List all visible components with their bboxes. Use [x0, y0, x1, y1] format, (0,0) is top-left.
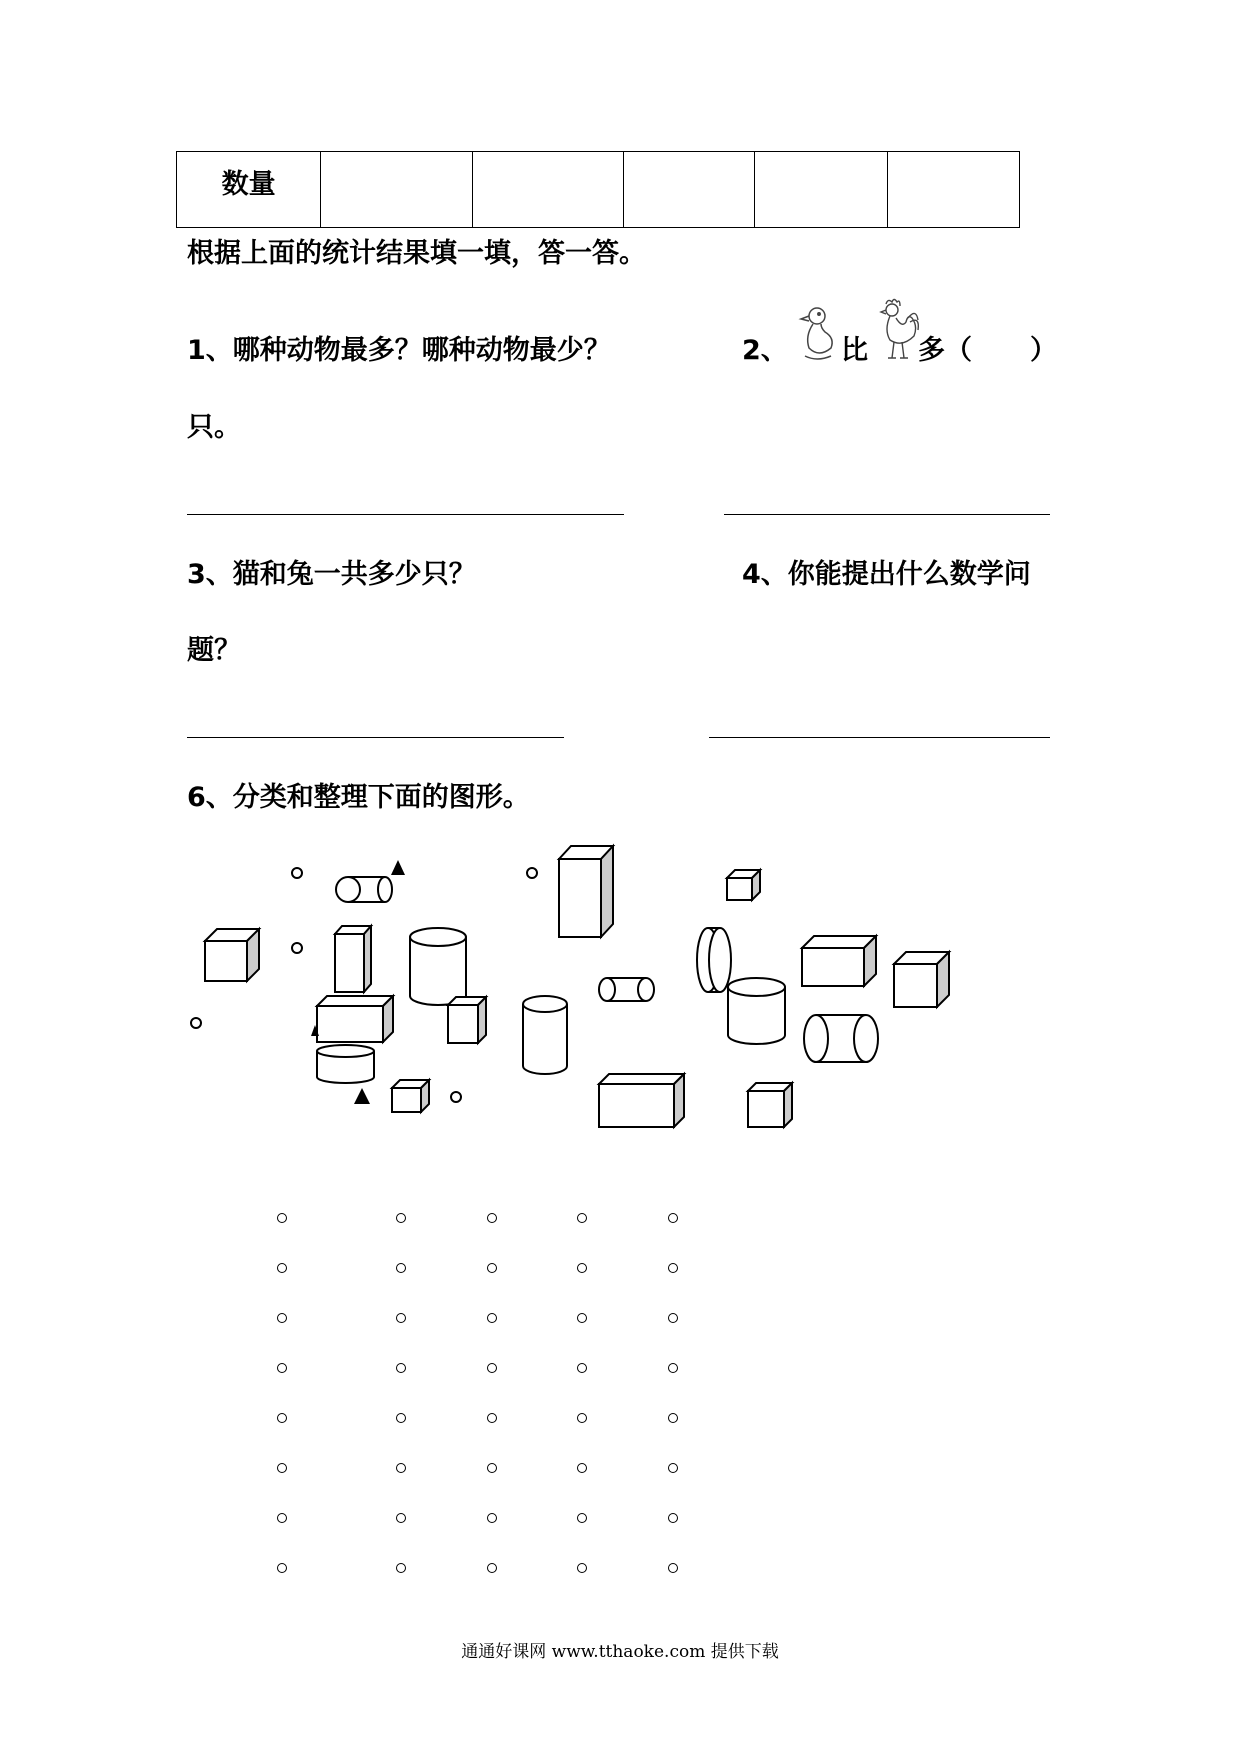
small-circle-icon	[451, 1092, 461, 1102]
tally-dot[interactable]	[487, 1213, 497, 1223]
tally-dot[interactable]	[487, 1463, 497, 1473]
cube-icon	[392, 1080, 429, 1112]
question-3: 3、猫和兔一共多少只？	[187, 559, 476, 590]
cuboid-icon	[335, 926, 371, 992]
tally-dot[interactable]	[487, 1313, 497, 1323]
tally-dot[interactable]	[396, 1563, 406, 1573]
tally-dot[interactable]	[396, 1513, 406, 1523]
tally-dot[interactable]	[487, 1513, 497, 1523]
question-4: 4、你能提出什么数学问	[742, 559, 1031, 590]
tally-row-label: 数量	[177, 152, 321, 228]
cylinder-icon	[728, 978, 785, 1044]
cylinder-icon	[317, 1045, 374, 1083]
tally-dot[interactable]	[668, 1363, 678, 1373]
cuboid-icon	[599, 1074, 684, 1127]
tally-dot[interactable]	[577, 1313, 587, 1323]
small-circle-icon	[292, 868, 302, 878]
tally-dot[interactable]	[487, 1413, 497, 1423]
tally-dot[interactable]	[277, 1463, 287, 1473]
triangle-icon	[354, 1088, 370, 1104]
tally-dot[interactable]	[577, 1563, 587, 1573]
cube-icon	[727, 870, 760, 900]
tally-dot[interactable]	[396, 1313, 406, 1323]
tally-dot[interactable]	[668, 1213, 678, 1223]
tally-dot[interactable]	[577, 1363, 587, 1373]
triangle-icon	[391, 860, 405, 875]
tally-dot[interactable]	[396, 1263, 406, 1273]
tally-dot[interactable]	[277, 1513, 287, 1523]
tally-dot[interactable]	[577, 1513, 587, 1523]
tally-dot[interactable]	[487, 1363, 497, 1373]
cylinder-icon	[697, 928, 731, 992]
tally-dot[interactable]	[668, 1513, 678, 1523]
tally-dot[interactable]	[487, 1263, 497, 1273]
footer-text: 通通好课网 www.tthaoke.com 提供下载	[461, 1642, 779, 1662]
cube-icon	[894, 952, 949, 1007]
small-circle-icon	[527, 868, 537, 878]
tally-dot[interactable]	[668, 1563, 678, 1573]
tally-dot[interactable]	[668, 1463, 678, 1473]
question-6: 6、分类和整理下面的图形。	[187, 782, 530, 813]
question-1: 1、哪种动物最多？哪种动物最少？	[187, 335, 611, 366]
cube-icon	[748, 1083, 792, 1127]
question-4-continued: 题？	[187, 635, 241, 666]
instruction-text: 根据上面的统计结果填一填，答一答。	[187, 238, 646, 269]
tally-dot[interactable]	[396, 1463, 406, 1473]
cube-icon	[448, 997, 486, 1043]
tally-dot[interactable]	[487, 1563, 497, 1573]
cylinder-icon	[336, 877, 392, 902]
tally-dot[interactable]	[277, 1313, 287, 1323]
tally-dot[interactable]	[277, 1213, 287, 1223]
tally-dot[interactable]	[277, 1363, 287, 1373]
question-2-more: 多（	[918, 335, 972, 366]
cylinder-icon	[410, 928, 466, 1005]
tally-dot[interactable]	[577, 1263, 587, 1273]
tally-dot[interactable]	[668, 1313, 678, 1323]
cylinder-icon	[523, 996, 567, 1074]
tally-dot[interactable]	[396, 1213, 406, 1223]
tally-dot[interactable]	[668, 1413, 678, 1423]
tally-dot[interactable]	[277, 1263, 287, 1273]
cylinder-icon	[599, 978, 654, 1001]
tally-dot[interactable]	[277, 1413, 287, 1423]
tally-dot[interactable]	[577, 1413, 587, 1423]
cylinder-icon	[804, 1015, 878, 1062]
question-2-number: 2、	[742, 335, 788, 366]
question-2-compare: 比	[841, 335, 868, 366]
tally-dot[interactable]	[577, 1213, 587, 1223]
tally-dot[interactable]	[396, 1363, 406, 1373]
small-circle-icon	[292, 943, 302, 953]
cuboid-icon	[559, 846, 613, 937]
cube-icon	[205, 929, 259, 981]
tally-dot[interactable]	[577, 1463, 587, 1473]
question-2-close: ）	[1030, 335, 1057, 366]
cuboid-icon	[317, 996, 393, 1042]
small-circle-icon	[191, 1018, 201, 1028]
tally-dot[interactable]	[396, 1413, 406, 1423]
question-2-unit: 只。	[187, 412, 241, 443]
tally-dot[interactable]	[668, 1263, 678, 1273]
cuboid-icon	[802, 936, 876, 986]
tally-dot[interactable]	[277, 1563, 287, 1573]
